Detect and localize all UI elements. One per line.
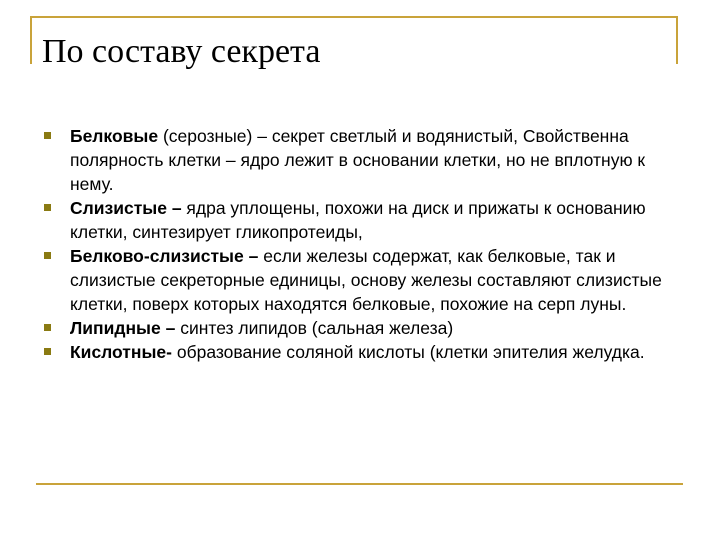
- bullet-term: Белково-слизистые –: [70, 246, 259, 266]
- bullet-term: Слизистые –: [70, 198, 182, 218]
- bullet-item-acid: [44, 340, 684, 364]
- slide-title: По составу секрета: [42, 33, 321, 70]
- square-bullet-icon: [44, 252, 51, 259]
- bullet-text: если железы содержат, как белковые, так и слизистые секреторные единицы, основу железы составляют слизистые клетки, поверх которых находятся белковые, похожие на серп луны.: [70, 246, 662, 314]
- bullet-term: Белковые: [70, 126, 159, 146]
- bullet-text: ядра уплощены, похожи на диск и прижаты к основанию клетки, синтезирует гликопротеиды,: [70, 198, 646, 242]
- bullet-item-lipid: [44, 316, 684, 340]
- square-bullet-icon: [44, 348, 51, 355]
- square-bullet-icon: [44, 324, 51, 331]
- bullet-text: образование соляной кислоты (клетки эпителия желудка.: [171, 342, 645, 362]
- bullet-item-protein: [44, 124, 684, 196]
- bullet-list: [44, 124, 684, 364]
- bullet-item-mixed: [44, 244, 684, 316]
- left-border-line: [30, 16, 32, 64]
- bullet-term: Липидные –: [70, 318, 176, 338]
- bullet-text: (серозные) – секрет светлый и водянистый, Свойственна полярность клетки – ядро лежит в основании клетки, но не вплотную к нему.: [70, 126, 646, 194]
- square-bullet-icon: [44, 204, 51, 211]
- bullet-item-mucous: [44, 196, 684, 244]
- square-bullet-icon: [44, 132, 51, 139]
- bullet-text: синтез липидов (сальная железа): [175, 318, 454, 338]
- bullet-term: Кислотные-: [70, 342, 172, 362]
- top-border-line: [30, 16, 677, 18]
- bottom-rule-line: [36, 483, 683, 485]
- right-border-line: [676, 16, 678, 64]
